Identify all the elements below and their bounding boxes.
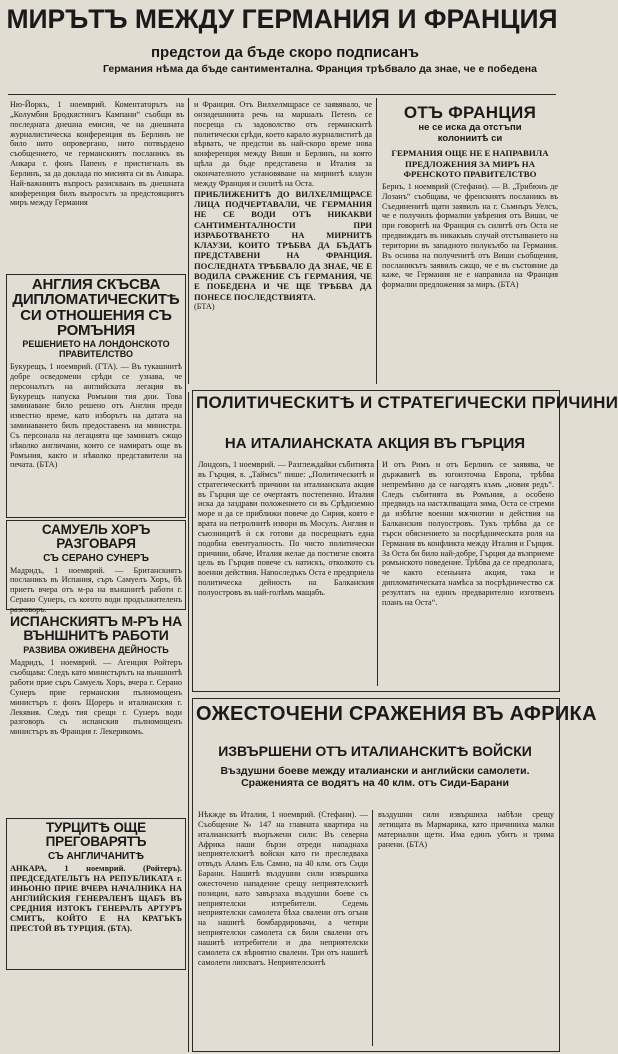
- article-hoare-title: САМУЕЛЬ ХОРЪ РАЗГОВАРЯ: [41, 522, 151, 551]
- article-france-title: ОТЪ ФРАНЦИЯ: [403, 103, 537, 122]
- article-vichy-bold: ПРИБЛИЖЕНИТѢ ДО ВИЛХЕЛМЩРАСЕ ЛИЦА ПОДЧЕРТАВАЛИ, ЧЕ ГЕРМАНИЯ НЕ СЕ ВОДИ ОТЪ НИКАКВИ САНТИМЕНТАЛНОСТИ ПРИ ИЗРАБОТВАНЕТО НА МИРНИТѢ КЛАУЗИ, КОИТО ТРѢБВА ДА БЪДАТЪ ПРЕДСТАВЕНИ НА ФРАНЦИЯ. ПОСЛЕДНАТА ТРѢБВАЛО ДА ЗНАЕ, ЧЕ Е ВОДИЛА СРАЖЕНИЕ СЪ ГЕРМАНИЯ, ЧЕ Е ПОБЕДЕНА И ЧЕ ЩЕ ТРѢБВА ДА ПОНЕСЕ ПОСЛЕДСТВИЯТА.: [194, 188, 372, 302]
- column-divider: [377, 460, 378, 686]
- article-vichy-source: (БТА): [194, 302, 215, 312]
- main-headline-subtitle: предстои да бъде скоро подписанъ: [151, 44, 419, 61]
- main-headline-title: МИРЪТЪ МЕЖДУ ГЕРМАНИЯ И ФРАНЦИЯ: [6, 4, 558, 34]
- article-political-col1: Лондонъ, 1 ноемврий. — Разглеждайки събитията въ Гърция, в. „Таймсъ“ пише: „Политическитѣ и стратегическитѣ причини на италианската акция въ Гърция ще се очертаятъ постепенно. Италия иска да заздрави положението си въ Срѣдиземно море и да се приближи повече до Сирия, която е врата на петролнитѣ извори въ Мосулъ. Англия и съюзницитѣ ѝ сѫ готови да посрещнатъ една подобна евентуалность. По чисто политически причини, обаче, Италия желае да постигне своята цель въ Гърция повече съ натискъ, отколкото съ военни действия. Напоследъкъ Оста е предприела политическа дейность на Балканския полуостровъ въ най-голѣмъ мащабъ.: [198, 460, 374, 597]
- main-headline-deck: Германия нѣма да бъде сантиментална. Франция трѣбвало да знае, че е победена: [103, 63, 537, 75]
- article-africa-title: ОЖЕСТОЧЕНИ СРАЖЕНИЯ ВЪ АФРИКА: [196, 703, 597, 725]
- article-vichy: [194, 100, 372, 386]
- article-england-subtitle: РЕШЕНИЕТО НА ЛОНДОНСКОТО ПРАВИТЕЛСТВО: [22, 339, 170, 360]
- article-africa-col2: въздушни сили извършиха набѣзи срещу летищата въ Мармарика, като причиниха малки материални щети. Има единъ убитъ и трима ранени. (БТА): [378, 810, 554, 849]
- article-turks: [10, 821, 182, 967]
- article-france: [382, 100, 558, 386]
- article-france-subtitle: не се иска да отстъпи колониитѣ си: [418, 122, 522, 144]
- article-england-text: Букурещъ, 1 ноемврий. (ГТА). — Въ тукашнитѣ добре осведомени срѣди се узнава, че персоналътъ на английската легация въ Букурещъ напуска Ромъния тия дни. Това заминаване било решено отъ Англия преди известно време, като изборътъ на датата на заминаването билъ предоставенъ на министра. Съ персонала на легацията ще заминатъ сжщо нѣколко англичани, които се намиратъ още въ Ромъния, както и нѣколко представители на печата. (БТА): [10, 361, 182, 470]
- article-africa-deck: Въздушни боеве между италиански и английски самолети. Сраженията се водятъ на 40 клм. отъ Сиди-Барани: [220, 765, 530, 789]
- article-africa-subtitle: ИЗВЪРШЕНИ ОТЪ ИТАЛИАНСКИТѢ ВОЙСКИ: [218, 743, 532, 759]
- article-turks-subtitle: СЪ АНГЛИЧАНИТѢ: [47, 850, 145, 862]
- article-ny-text: Ню-Йоркъ, 1 ноемврий. Коментаторътъ на „Колумбия Бродкястингъ Кампани“ съобщи въ последната днешна емисия, че на днешната журналистическа конференция въ Берлинъ не било нито опровергано, нито потвърдено съобщението, че германскиятъ посланикъ въ Анкара г. фонъ Папенъ е пристигналъ въ Берлинъ, за да доклада по мисията си въ Анкара. Най-важниятъ въпросъ разискванъ въ днешната конференция билъ въпросътъ за предстоящиятъ миръ между Германия: [10, 100, 184, 208]
- article-france-lead: ГЕРМАНИЯ ОЩЕ НЕ Е НАПРАВИЛА ПРЕДЛОЖЕНИЯ ЗА МИРЪ НА ФРЕНСКОТО ПРАВИТЕЛСТВО: [391, 148, 549, 180]
- article-spain-subtitle: РАЗВИВА ОЖИВЕНА ДЕЙНОСТЬ: [23, 644, 169, 655]
- column-divider: [188, 98, 189, 384]
- article-england: [10, 277, 182, 515]
- column-divider: [188, 392, 189, 1052]
- article-hoare-subtitle: СЪ СЕРАНО СУНЕРЪ: [43, 552, 149, 564]
- article-france-text: Бернъ, 1 ноемврий (Стефани). — В. „Трибюнъ де Лозанъ“ съобщава, че френскиятъ посланикъ въ Съединенитѣ щати заявилъ на г. Съмнъръ Уелсъ, че е получилъ формални увѣрения отъ Виши, че при говоритѣ на Франция съ силитѣ отъ Оста не предвиждатъ въ никакъвъ случай отстъпването на територии въ западното полукълбо на Германия. Въ основа на полученитѣ отъ Виши съобщения, посланикътъ заявилъ сжщо, че е въ състояние да каже, че Германия не е направила на Франция формални предложения за миръ. (БТА): [382, 181, 558, 290]
- headline-rule: [8, 94, 556, 95]
- article-hoare: [10, 522, 182, 614]
- article-hoare-text: Мадридъ, 1 ноемврий. — Британскиятъ посланикъ въ Испания, съръ Самуелъ Хоръ, бѣ приетъ вчера отъ м-ра на външнитѣ работи г. Серано Сунеръ, съ когото води продължителенъ разговоръ.: [10, 565, 182, 614]
- article-vichy-text: и Франция. Отъ Вилхелмщрасе се заявявало, че онзидешнията речь на маршалъ Петенъ се посреща съ задоволство отъ германскитѣ политически срѣди, което карало журналиститѣ да вѣрватъ, че предстои въ най-скоро време нова конференция между Виши и Берлинъ, на която щѣла да бъде представена и Италия за окончателното установяване на мирнитѣ клаузи между Франция и силитѣ на Оста.: [194, 100, 372, 188]
- article-turks-text: АНКАРА, 1 ноемврий. (Ройтеръ). ПРЕДСЕДАТЕЛЬТЪ НА РЕПУБЛИКАТА г. ИНЬОНЮ ПРИЕ ВЧЕРА НАЧАЛНИКА НА АНГЛИЙСКИЯ ГЕНЕРАЛЕНЪ ЩАБЪ ВЪ СРЕДНИЯ ИЗТОКЪ ГЕНЕРАЛЪ АРТУРЪ СМИТЪ, КОЙТО Е НА КРАТЪКЪ ПРЕСТОЙ ВЪ ТУРЦИЯ. (БТА).: [10, 863, 182, 933]
- article-africa-col1: Нѣкжде въ Италия, 1 ноемврий. (Стефани). — Съобщение № 147 на главната квартира на италианскитѣ въоръжени сили: Въ северна Африка наши бързи отреди нападнаха неприятелскитѣ войски като ги преследваха отвъдъ Аламъ Ель Самно, на 40 клм. отъ Сиди Барани. Нашитѣ въздушни сили извършиха ожесточено нападение срещу неприятелскитѣ позиции, като завързаха въздушни боеве съ неприятелски изтребители. Седемь неприятелски самолета бѣха свалени отъ огъня на нашитѣ бомбардировачи, а четири неприятелски самолета сѫ били свалени отъ нашитѣ изтребители и два неприятелски самолета сѫ вѣроятно свалени. Три отъ нашитѣ самолети липсватъ. Неприятелскитѣ: [198, 810, 368, 967]
- article-political-subtitle: НА ИТАЛИАНСКАТА АКЦИЯ ВЪ ГЪРЦИЯ: [224, 435, 526, 452]
- article-turks-title: ТУРЦИТѢ ОЩЕ ПРЕГОВАРЯТЪ: [45, 820, 147, 849]
- article-spain: [10, 614, 182, 810]
- article-england-title: АНГЛИЯ СКЪСВА ДИПЛОМАТИЧЕСКИТѢ СИ ОТНОШЕНИЯ СЪ РОМЪНИЯ: [12, 276, 180, 339]
- article-political-col2: И отъ Римъ и отъ Берлинъ се заявява, че държавитѣ въ югоизточна Европа, трѣбва непремѣнно да се нагодятъ къмъ „новия редъ“. Следъ събитията въ Ромъния, а особено предвидъ на настѫпващата зима, Оста се стреми да избѣгне военни мѫчнотии и действия на Балканския полуостровъ. Тукъ трѣбва да се търси обяснението за посрѣдническата роля на Германия въ конфликта между Италия и Гърция. За Оста би било най-добре, Гърция да възприеме ромънското поведение. Трѣбва да се предполага, че както есеньната акция, така и дипломатическата намѣса за посрѣдничество сѫ резултатъ на единъ предварително изготвенъ планъ на Оста“.: [382, 460, 554, 607]
- column-divider: [376, 98, 377, 384]
- article-political-title: ПОЛИТИЧЕСКИТѢ И СТРАТЕГИЧЕСКИ ПРИЧИНИ: [196, 393, 618, 412]
- article-spain-title: ИСПАНСКИЯТЪ М-РЪ НА ВЪНШНИТѢ РАБОТИ: [10, 613, 182, 644]
- column-divider: [372, 810, 373, 1046]
- article-spain-text: Мадридъ, 1 ноемврий. — Агенция Ройтеръ съобщава: Следъ като министърътъ на външнитѣ работи прие съръ Самуель Хоръ, вчера г. Серано Сунеръ прие германския пълномощенъ министъръ г. фонъ Щорерь и италианския г. Лекявия. Следъ тия срещи г. Сунеръ води разговоръ съ испанския пълномощенъ министъръ въ Франция г. Лекерикомъ.: [10, 658, 182, 737]
